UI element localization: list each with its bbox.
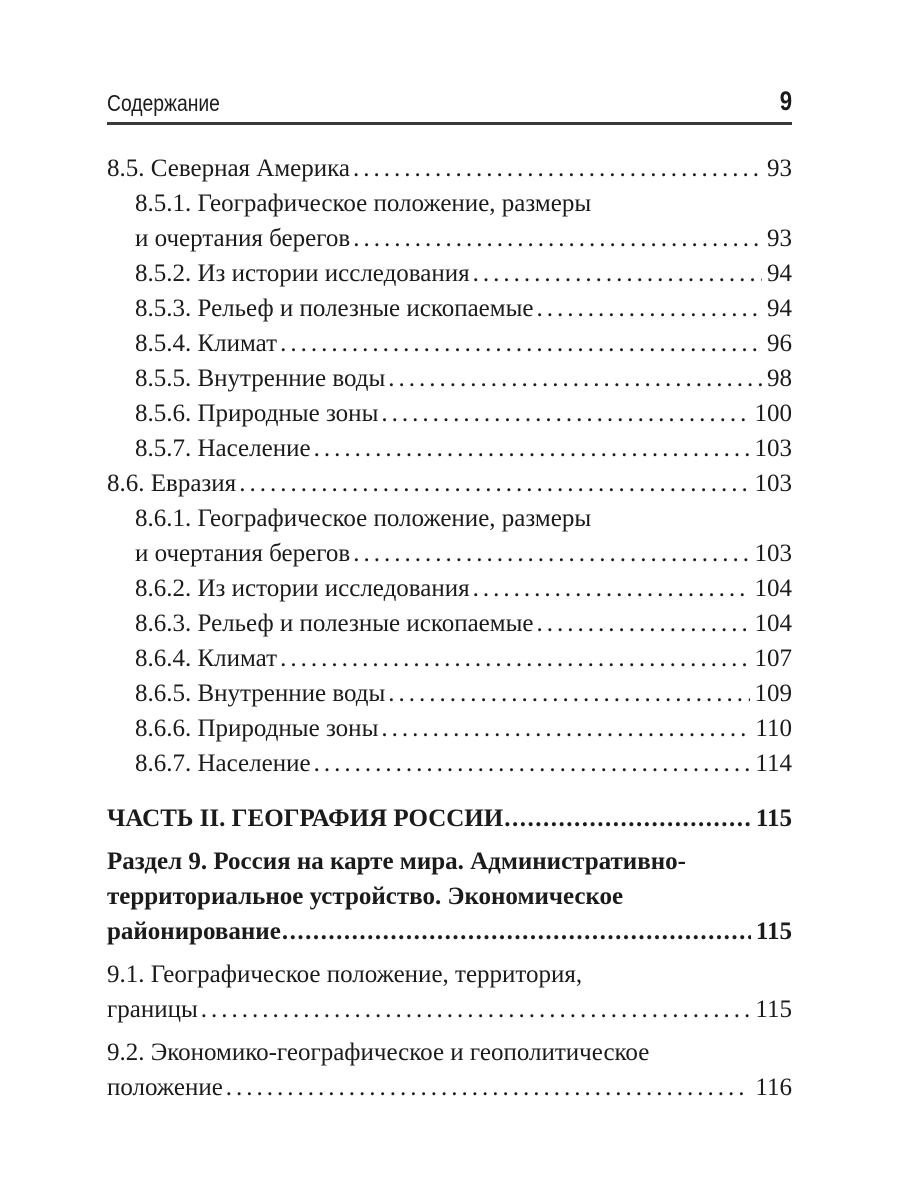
running-title: Содержание — [107, 90, 220, 116]
toc-page-number: 103 — [754, 435, 792, 462]
dot-leader — [201, 992, 751, 1027]
toc-entry-text: ЧАСТЬ II. ГЕОГРАФИЯ РОССИИ — [107, 805, 504, 832]
toc-line — [135, 641, 792, 676]
toc-page-number: 115 — [755, 805, 792, 832]
toc-line — [135, 361, 792, 396]
toc-page-number: 100 — [754, 400, 792, 427]
toc-page-number: 94 — [767, 295, 792, 322]
dot-leader — [353, 151, 762, 186]
toc-line — [135, 571, 792, 606]
toc-entry-text: территориальное устройство. Экономическое — [107, 883, 624, 910]
page-header — [107, 86, 792, 125]
toc-line — [135, 746, 792, 781]
toc-line — [135, 606, 792, 641]
toc-entry-text: 8.5.4. Климат — [135, 330, 278, 357]
toc-line — [135, 676, 792, 711]
toc-line — [135, 291, 792, 326]
toc-line — [107, 466, 792, 501]
toc-page-number: 96 — [767, 330, 792, 357]
toc-page-number: 115 — [755, 996, 792, 1023]
toc-entry — [107, 396, 792, 431]
dot-leader — [537, 291, 763, 326]
toc-entry — [107, 151, 792, 186]
toc-entry — [107, 676, 792, 711]
toc-entry-text: Раздел 9. Россия на карте мира. Административно- — [107, 848, 686, 875]
toc-line — [107, 1035, 792, 1070]
toc-entry-text: 9.2. Экономико-географическое и геополитическое — [107, 1039, 650, 1066]
toc-entry — [107, 571, 792, 606]
toc-entry-text: 8.5.7. Население — [135, 435, 311, 462]
toc-entry-text: и очертания берегов — [135, 540, 351, 567]
dot-leader — [381, 711, 750, 746]
toc-page-number: 116 — [755, 1074, 792, 1101]
toc-line — [135, 431, 792, 466]
toc-entry — [107, 606, 792, 641]
dot-leader — [280, 326, 762, 361]
toc-entry — [107, 501, 792, 571]
folio-page-number: 9 — [779, 86, 792, 116]
toc-entry — [107, 326, 792, 361]
toc-line — [135, 501, 792, 536]
toc-line — [107, 801, 792, 836]
toc-line — [135, 256, 792, 291]
toc-entry-text: 8.5. Северная Америка — [107, 155, 351, 182]
toc-line — [135, 326, 792, 361]
dot-leader — [537, 606, 750, 641]
toc-line — [107, 957, 792, 992]
toc-entry — [107, 431, 792, 466]
toc-page-number: 114 — [755, 750, 792, 777]
toc-entry-text: 8.5.3. Рельеф и полезные ископаемые — [135, 295, 534, 322]
toc-page-number: 110 — [755, 715, 792, 742]
toc-entry — [107, 801, 792, 836]
toc-page-number: 104 — [754, 610, 792, 637]
dot-leader — [314, 431, 750, 466]
toc-entry-text: и очертания берегов — [135, 225, 351, 252]
toc-entry — [107, 186, 792, 256]
toc-page-number: 107 — [754, 645, 792, 672]
dot-leader — [381, 396, 749, 431]
dot-leader — [239, 466, 749, 501]
dot-leader — [473, 256, 762, 291]
toc-page-number: 93 — [767, 225, 792, 252]
toc-entry-text: 8.6.2. Из истории исследования — [135, 575, 470, 602]
toc-entry-text: 8.6.5. Внутренние воды — [135, 680, 386, 707]
toc-entry — [107, 291, 792, 326]
toc-entry — [107, 1035, 792, 1105]
toc-line — [135, 536, 792, 571]
toc-entry-text: 8.5.1. Географическое положение, размеры — [135, 190, 592, 217]
toc-entry-text: границы — [107, 996, 198, 1023]
toc-line — [135, 396, 792, 431]
dot-leader — [314, 746, 751, 781]
toc-entry — [107, 711, 792, 746]
toc-page-number: 115 — [755, 918, 792, 945]
toc-page-number: 94 — [767, 260, 792, 287]
toc-entry-text: районирование — [107, 918, 281, 945]
toc-entry — [107, 641, 792, 676]
table-of-contents — [107, 151, 792, 1105]
toc-page-number: 103 — [754, 470, 792, 497]
toc-entry — [107, 256, 792, 291]
toc-line — [107, 844, 792, 879]
toc-line — [107, 914, 792, 949]
toc-line — [107, 879, 792, 914]
toc-entry — [107, 844, 792, 949]
dot-leader — [504, 801, 751, 836]
dot-leader — [226, 1070, 751, 1105]
toc-entry — [107, 746, 792, 781]
toc-line — [107, 1070, 792, 1105]
toc-line — [135, 711, 792, 746]
toc-entry-text: 8.6.7. Население — [135, 750, 311, 777]
toc-line — [135, 186, 792, 221]
toc-entry — [107, 466, 792, 501]
toc-entry-text: 8.6.1. Географическое положение, размеры — [135, 505, 592, 532]
toc-line — [107, 992, 792, 1027]
toc-entry-text: 8.5.6. Природные зоны — [135, 400, 379, 427]
toc-page-number: 98 — [767, 365, 792, 392]
toc-page-number: 104 — [754, 575, 792, 602]
dot-leader — [280, 641, 749, 676]
dot-leader — [353, 221, 762, 256]
toc-entry — [107, 957, 792, 1027]
toc-entry-text: 8.6.6. Природные зоны — [135, 715, 379, 742]
toc-page-number: 103 — [754, 540, 792, 567]
dot-leader — [388, 676, 749, 711]
toc-line — [135, 221, 792, 256]
toc-page-number: 109 — [754, 680, 792, 707]
toc-entry-text: 9.1. Географическое положение, территория, — [107, 961, 583, 988]
dot-leader — [282, 914, 751, 949]
dot-leader — [388, 361, 762, 396]
dot-leader — [473, 571, 750, 606]
toc-entry-text: 8.6.3. Рельеф и полезные ископаемые — [135, 610, 534, 637]
toc-entry-text: 8.6. Евразия — [107, 470, 237, 497]
toc-entry-text: положение — [107, 1074, 223, 1101]
toc-entry-text: 8.6.4. Климат — [135, 645, 278, 672]
toc-page-number: 93 — [767, 155, 792, 182]
toc-entry — [107, 361, 792, 396]
toc-entry-text: 8.5.5. Внутренние воды — [135, 365, 386, 392]
dot-leader — [353, 536, 749, 571]
toc-entry-text: 8.5.2. Из истории исследования — [135, 260, 470, 287]
toc-line — [107, 151, 792, 186]
